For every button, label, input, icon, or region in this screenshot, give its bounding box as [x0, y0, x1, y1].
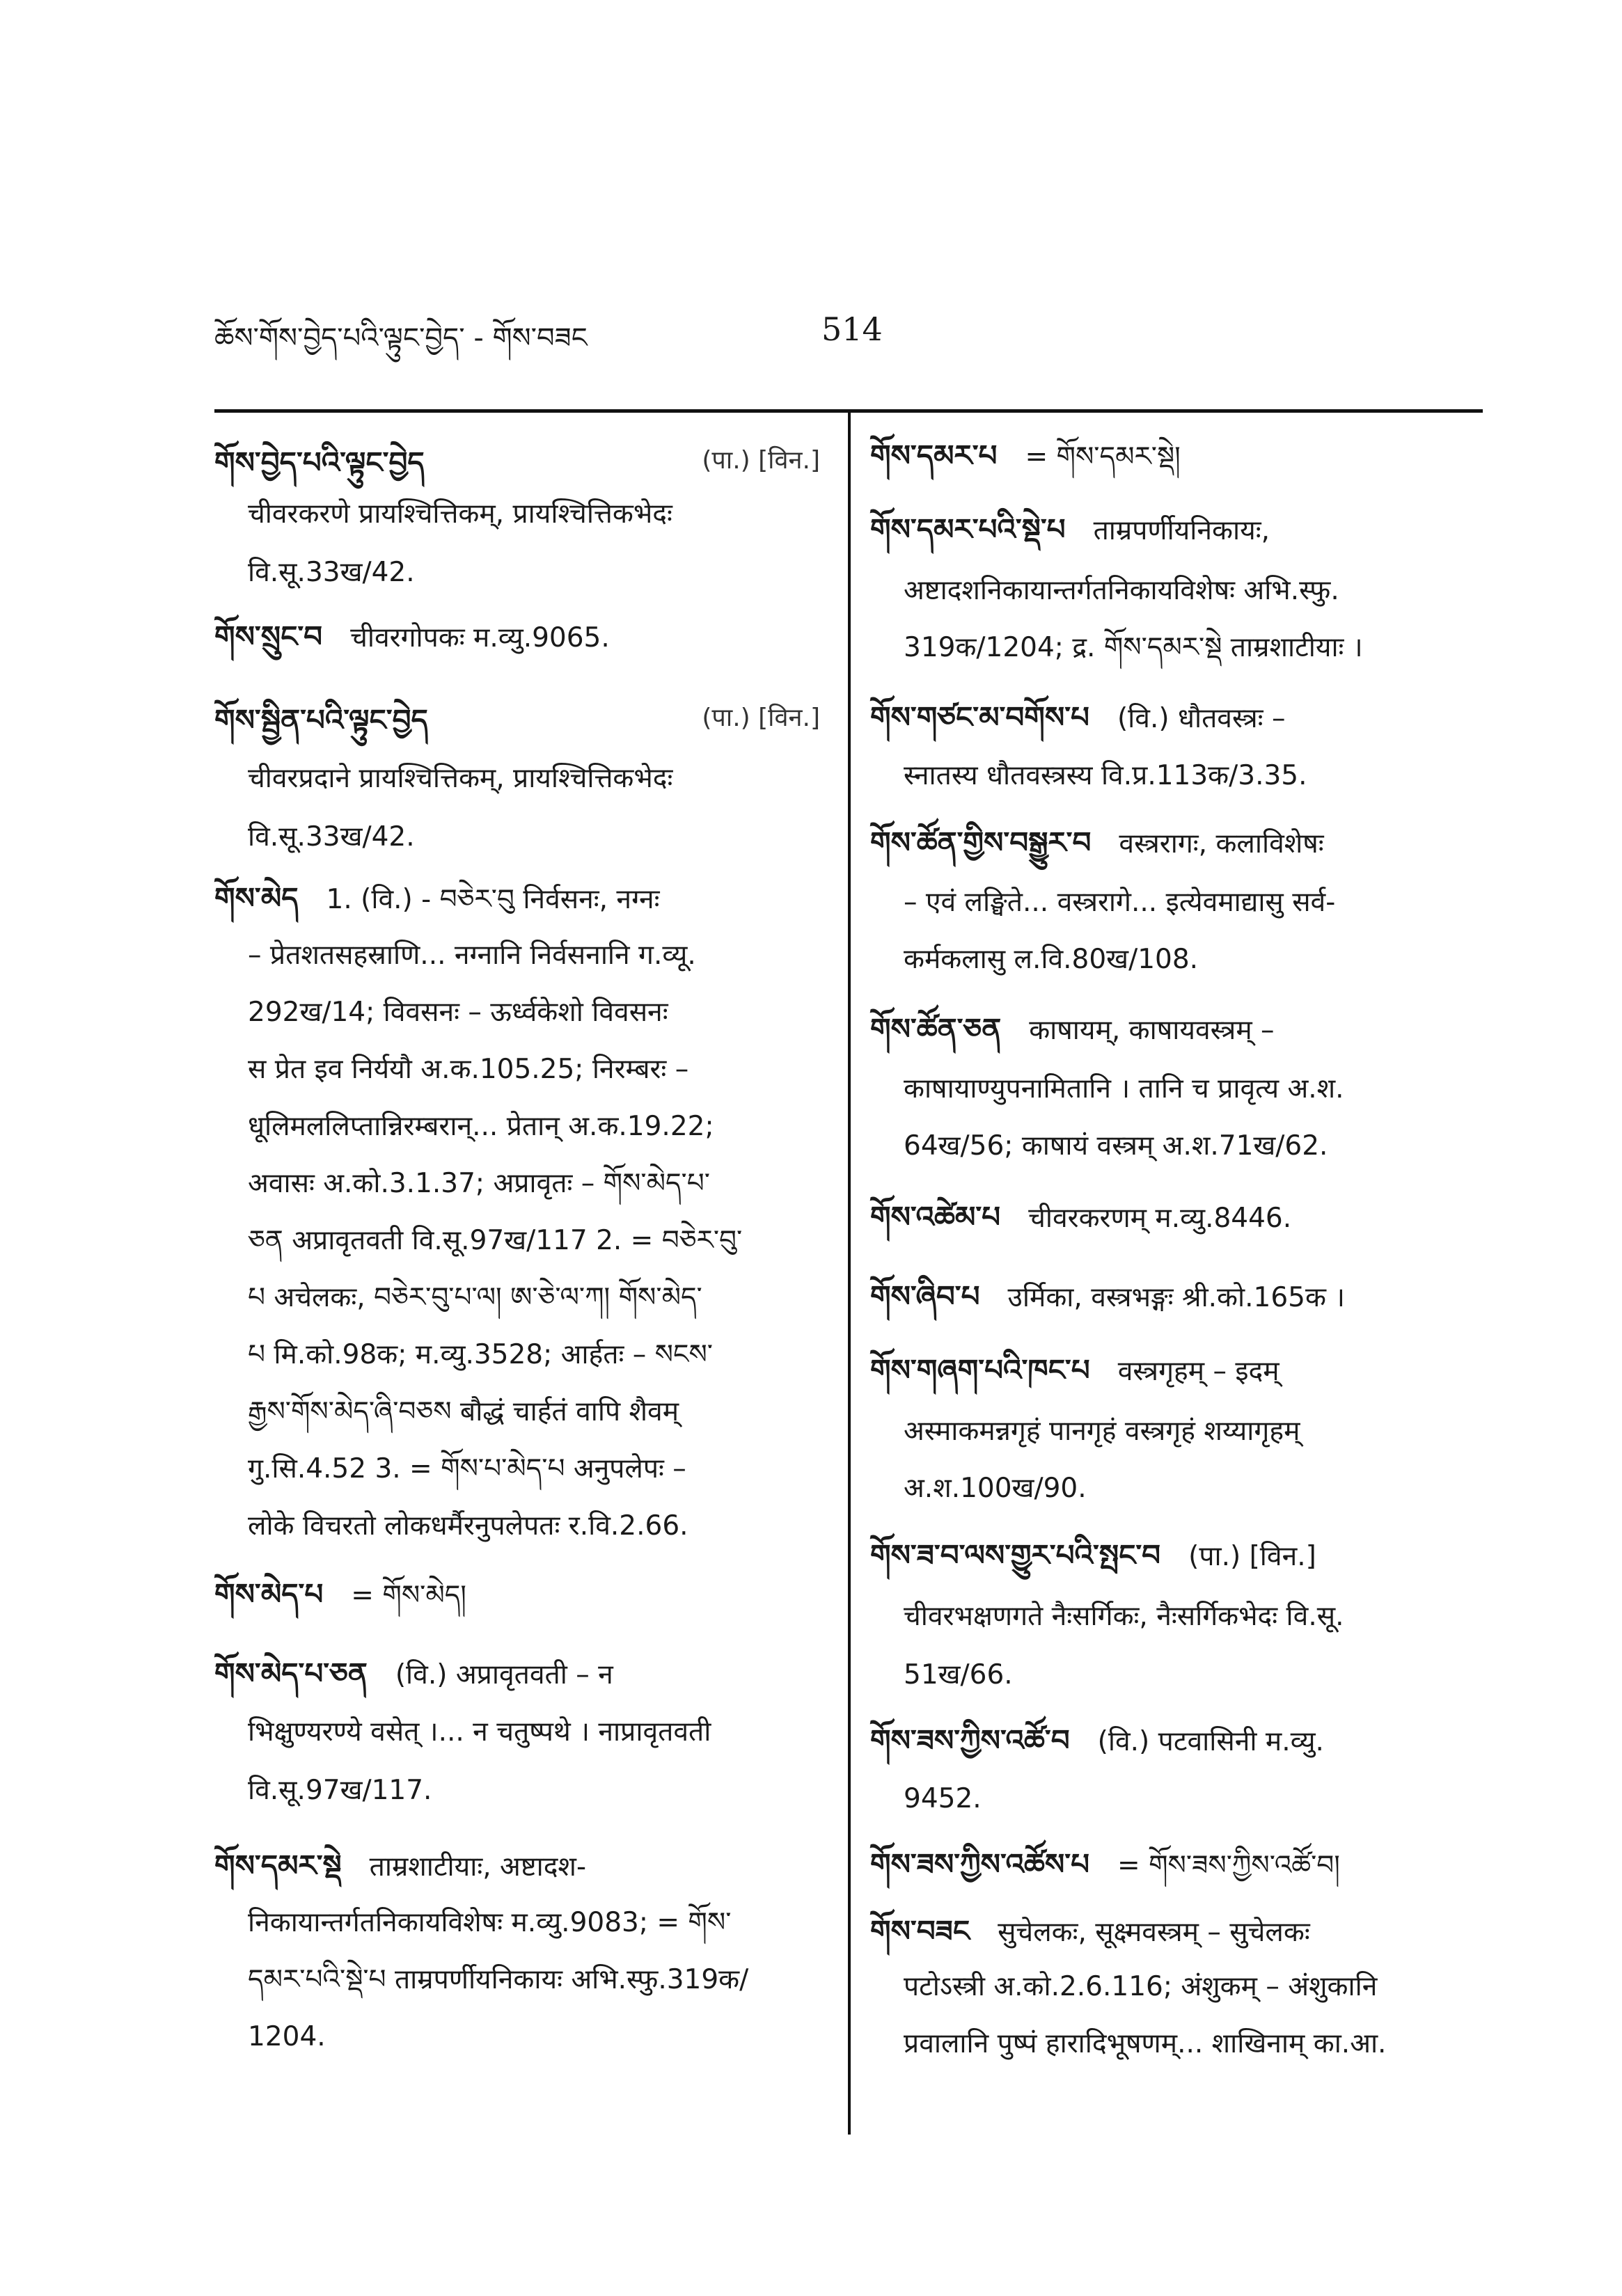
entry-text: धूलिमललिप्तान्निरम्बरान्... प्रेतान् अ.क.19.22;	[248, 1111, 714, 1142]
headword: གོས་བྱེད་པའི་ལྟུང་བྱེད	[214, 445, 425, 480]
entry-text: 51ख/66.	[904, 1659, 1013, 1691]
entry-text: (वि.) पटवासिनी म.व्यु.	[1097, 1726, 1324, 1757]
entry-text: = གོས་མེད།	[351, 1580, 466, 1611]
entry-text: उर्मिका, वस्त्रभङ्गः श्री.को.165क ।	[1007, 1282, 1346, 1313]
entry-headword-line	[214, 619, 820, 655]
entry-text: པ मि.को.98क; म.व्यु.3528; आर्हतः – སངས་	[248, 1339, 713, 1370]
headword: གོས་དམར་སྡེ	[214, 1848, 342, 1883]
entry-text: 1204.	[248, 2021, 326, 2052]
entry-text-line	[870, 1473, 1516, 1505]
entry-text-line	[214, 1111, 853, 1143]
entry-text: – एवं लङ्घिते... वस्त्ररागे... इत्येवमाद्यासु सर्व-	[904, 887, 1336, 918]
headword: གོས་འཚེམ་པ	[870, 1200, 1001, 1234]
entry-text: स प्रेत इव निर्ययौ अ.क.105.25; निरम्बरः –	[248, 1054, 689, 1085]
entry-text: རྒྱས་གོས་མེད་ཞི་བཅས बौद्धं चार्हतं वापि शैवम्	[248, 1396, 679, 1427]
headword: གོས་དམར་པའི་སྡེ་པ	[870, 512, 1066, 546]
entry-text-line	[214, 1339, 853, 1372]
entry-headword-line	[870, 438, 1483, 474]
entry-text: – प्रेतशतसहस्राणि... नग्नानि निर्वसनानि ग.व्यू.	[248, 940, 696, 971]
entry-text-line	[870, 632, 1516, 665]
entry-headword-line	[214, 881, 820, 917]
headword: གོས་གཞག་པའི་ཁང་པ	[870, 1353, 1090, 1387]
entry-text-line	[214, 1453, 853, 1486]
entry-text: चीवरगोपकः म.व्यु.9065.	[350, 622, 610, 654]
entry-text: अष्टादशनिकायान्तर्गतनिकायविशेषः अभि.स्फु.	[904, 575, 1339, 606]
headword: གོས་ཟས་ཀྱིས་འཚོས་པ	[870, 1847, 1090, 1881]
entry-headword-line	[214, 1656, 820, 1692]
entry-text-line	[870, 944, 1516, 976]
entry-headword-line	[214, 445, 820, 480]
headword: གོས་མེད་པ་ཅན	[214, 1656, 368, 1691]
entry-headword-line	[870, 1847, 1483, 1883]
entry-text: वि.सू.97ख/117.	[248, 1775, 432, 1806]
entry-text-line	[214, 997, 853, 1029]
entry-headword-line	[870, 512, 1483, 548]
entry-text-line	[214, 1396, 853, 1429]
entry-headword-line	[870, 700, 1483, 736]
entry-text: 319क/1204; द्र. གོས་དམར་སྡེ ताम्रशाटीयाः ।	[904, 632, 1363, 663]
entry-text-line	[214, 498, 853, 531]
entry-text-line	[870, 1659, 1516, 1692]
grammar-label: (पा.) [विन.]	[702, 704, 820, 732]
entry-headword-line	[870, 1538, 1483, 1574]
headword: གོས་སྦྱིན་པའི་ལྟུང་བྱེད	[214, 703, 428, 737]
entry-text-line	[870, 2028, 1516, 2061]
headword: གོས་མེད་པ	[214, 1577, 324, 1611]
entry-text-line	[214, 821, 853, 854]
headword: གོས་ཟ་བ་ལས་གྱུར་པའི་སྤང་བ	[870, 1538, 1161, 1572]
entry-text-line	[214, 1510, 853, 1543]
entry-text-line	[214, 1054, 853, 1086]
entry-text: स्नातस्य धौतवस्त्रस्य वि.प्र.113क/3.35.	[904, 760, 1307, 791]
entry-text: = གོས་དམར་སྡེ།	[1025, 441, 1181, 473]
entry-text: 292ख/14; विवसनः – ऊर्ध्वकेशो विवसनः	[248, 997, 668, 1028]
headword: གོས་དམར་པ	[870, 438, 998, 473]
entry-text: प्रवालानि पुष्पं हारादिभूषणम्... शाखिनाम् का.आ.	[904, 2028, 1387, 2059]
entry-text: गु.सि.4.52 3. = གོས་པ་མེད་པ अनुपलेपः –	[248, 1453, 686, 1485]
entry-text-line	[214, 1964, 853, 1997]
headword: གོས་མེད	[214, 881, 299, 915]
entry-text: चीवरप्रदाने प्रायश्चित्तिकम्, प्रायश्चित्तिकभेदः	[248, 763, 673, 794]
headword: གོས་ཚོན་གྱིས་བསྒྱུར་བ	[870, 825, 1092, 860]
entry-text: अ.श.100ख/90.	[904, 1473, 1087, 1504]
entry-text-line	[214, 557, 853, 589]
grammar-label: (पा.) [विन.]	[702, 446, 820, 475]
entry-text: 9452.	[904, 1783, 982, 1814]
entry-headword-line	[870, 1723, 1483, 1759]
entry-text: सुचेलकः, सूक्ष्मवस्त्रम् – सुचेलकः	[998, 1917, 1310, 1948]
entry-headword-line	[870, 1012, 1483, 1047]
running-head: ཆོས་གོས་བྱེད་པའི་ལྟུང་བྱེད་ - གོས་བཟང	[214, 322, 588, 354]
entry-text: चीवरकरणे प्रायश्चित्तिकम्, प्रायश्चित्तिकभेदः	[248, 498, 672, 530]
entry-text-line	[870, 575, 1516, 608]
entry-text-line	[870, 1073, 1516, 1106]
entry-text: निकायान्तर्गतनिकायविशेषः म.व्यु.9083; = གོས་	[248, 1907, 732, 1938]
entry-headword-line	[870, 1200, 1483, 1235]
entry-text: काषायम्, काषायवस्त्रम् –	[1029, 1015, 1275, 1046]
entry-headword-line	[870, 1279, 1483, 1315]
headword: གོས་ཞིབ་པ	[870, 1279, 980, 1313]
entry-text: भिक्षुण्यरण्ये वसेत् ।... न चतुष्पथे । नाप्रावृतवती	[248, 1716, 711, 1748]
entry-text: ताम्रशाटीयाः, अष्टादश-	[369, 1851, 587, 1883]
entry-text-line	[214, 1168, 853, 1201]
entry-text: 1. (वि.) - བཅེར་བུ निर्वसनः, नग्नः	[326, 884, 660, 915]
entry-text: लोके विचरतो लोकधर्मैरनुपलेपतः र.वि.2.66.	[248, 1510, 688, 1542]
entry-headword-line	[870, 1914, 1483, 1949]
entry-headword-line	[214, 1577, 820, 1613]
entry-text: काषायाण्युपनामितानि । तानि च प्रावृत्य अ.श.	[904, 1073, 1344, 1105]
entry-text: ཅན अप्रावृतवती वि.सू.97ख/117 2. = བཅེར་བུ་	[248, 1225, 743, 1256]
entry-text: पटोऽस्त्री अ.को.2.6.116; अंशुकम् – अंशुकानि	[904, 1971, 1378, 2002]
entry-headword-line	[214, 703, 820, 738]
entry-text: = གོས་ཟས་ཀྱིས་འཚོ་བ།	[1117, 1850, 1340, 1881]
entry-text: चीवरभक्षणगते नैःसर्गिकः, नैःसर्गिकभेदः वि.सू.	[904, 1601, 1344, 1632]
entry-headword-line	[870, 825, 1483, 861]
entry-text: (वि.) धौतवस्त्रः –	[1117, 703, 1286, 734]
entry-text-line	[214, 940, 853, 972]
entry-text: (वि.) अप्रावृतवती – न	[395, 1659, 613, 1691]
entry-text: (पा.) [विन.]	[1188, 1541, 1316, 1572]
entry-text-line	[870, 1130, 1516, 1163]
entry-text-line	[214, 1907, 853, 1940]
headword: གོས་ཟས་ཀྱིས་འཚོ་བ	[870, 1723, 1070, 1757]
entry-text-line	[870, 887, 1516, 919]
entry-text-line	[214, 1225, 853, 1258]
page-number: 514	[821, 310, 883, 348]
entry-headword-line	[870, 1353, 1483, 1388]
headword: གོས་ཚོན་ཅན	[870, 1012, 1002, 1046]
column-rule	[848, 412, 851, 2135]
entry-text: वि.सू.33ख/42.	[248, 821, 415, 853]
entry-text-line	[214, 763, 853, 795]
entry-text-line	[870, 1416, 1516, 1448]
entry-text: 64ख/56; काषायं वस्त्रम् अ.श.71ख/62.	[904, 1130, 1328, 1162]
entry-text: དམར་པའི་སྡེ་པ ताम्रपर्णीयनिकायः अभि.स्फु.319क/	[248, 1964, 749, 1995]
entry-text-line	[870, 760, 1516, 793]
entry-text: अस्माकमन्नगृहं पानगृहं वस्त्रगृहं शय्यागृहम्	[904, 1416, 1300, 1447]
entry-text-line	[870, 1971, 1516, 2004]
headword: གོས་སྲུང་བ	[214, 619, 323, 654]
entry-text-line	[214, 1716, 853, 1749]
entry-text-line	[214, 1282, 853, 1315]
entry-text-line	[870, 1601, 1516, 1633]
entry-text: ताम्रपर्णीयनिकायः,	[1093, 515, 1270, 546]
entry-text: वि.सू.33ख/42.	[248, 557, 415, 588]
entry-text-line	[870, 1783, 1516, 1816]
entry-text-line	[214, 1775, 853, 1807]
headword: གོས་གཙང་མ་བགོས་པ	[870, 700, 1089, 734]
entry-text: कर्मकलासु ल.वि.80ख/108.	[904, 944, 1199, 975]
entry-text: वस्त्रगृहम् – इदम्	[1117, 1356, 1280, 1387]
entry-text: अवासः अ.को.3.1.37; अप्रावृतः – གོས་མེད་པ་	[248, 1168, 710, 1199]
entry-text: चीवरकरणम् म.व्यु.8446.	[1028, 1203, 1292, 1234]
entry-text: वस्त्ररागः, कलाविशेषः	[1119, 828, 1324, 860]
entry-text: པ अचेलकः, བཅེར་བུ་པ་ལ། ཨ་ཅེ་ལ་ཀ། གོས་མེད་	[248, 1282, 702, 1313]
entry-text-line	[214, 2021, 853, 2054]
headword: གོས་བཟང	[870, 1914, 970, 1948]
entry-headword-line	[214, 1848, 820, 1884]
